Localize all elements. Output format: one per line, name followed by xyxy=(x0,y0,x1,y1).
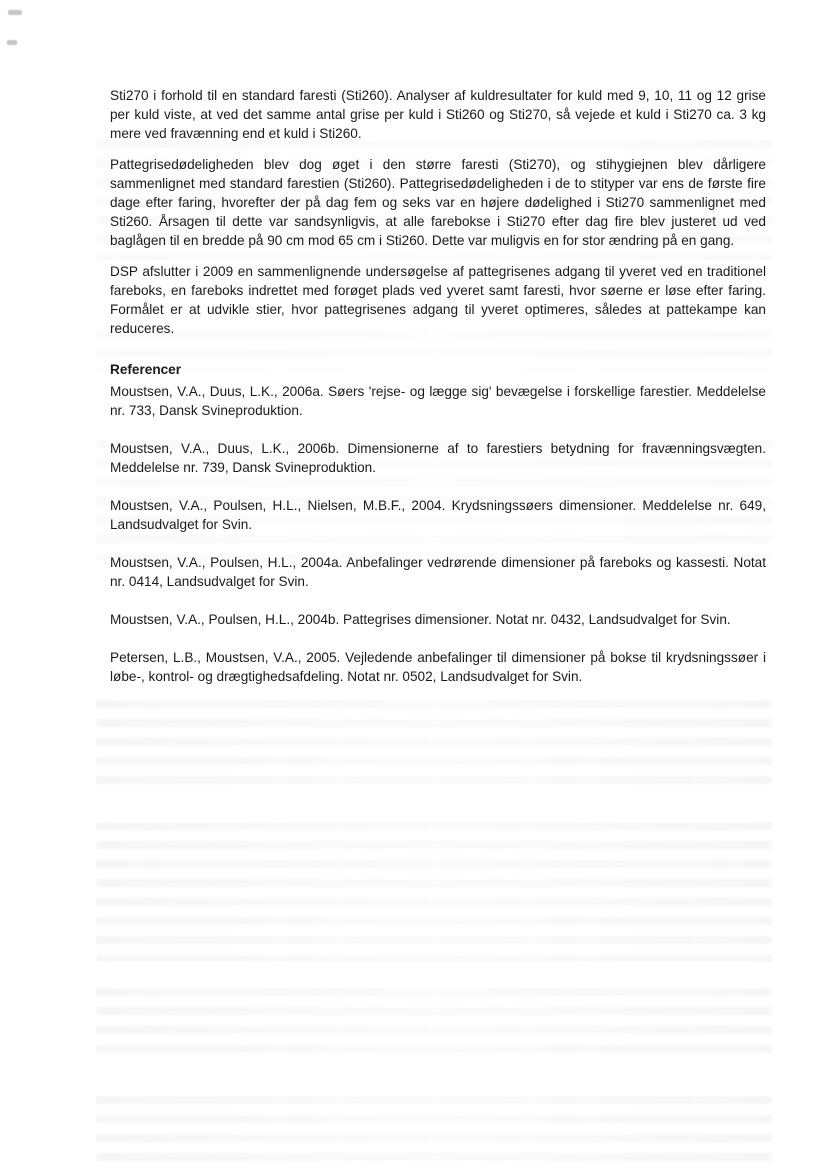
reference-item: Moustsen, V.A., Duus, L.K., 2006a. Søers 'rejse- og lægge sig' bevægelse i forskellige farestier. Meddelelse nr. 733, Dansk Svineproduktion. xyxy=(110,384,766,418)
references-heading: Referencer xyxy=(110,362,182,377)
bleedthrough-ghost xyxy=(96,988,772,1063)
bleedthrough-ghost xyxy=(96,700,772,795)
bleedthrough-ghost xyxy=(96,1096,772,1164)
body-paragraph: DSP afslutter i 2009 en sammenlignende undersøgelse af pattegrisenes adgang til yveret ved en traditionel fareboks, en fareboks indrettet med forøget plads ved yveret samt faresti, hvor søerne er løse efter faring. Formålet er at udvikle stier, hvor pattegrisenes adgang til yveret optimeres, således at pattekampe kan reduceres. xyxy=(110,264,766,336)
reference-item: Moustsen, V.A., Poulsen, H.L., 2004a. Anbefalinger vedrørende dimensioner på fareboks og kassesti. Notat nr. 0414, Landsudvalget for Svin. xyxy=(110,555,766,589)
body-paragraph: Sti270 i forhold til en standard faresti (Sti260). Analyser af kuldresultater for kuld med 9, 10, 11 og 12 grise per kuld viste, at ved det samme antal grise per kuld i Sti260 og Sti270, så vejede et kuld i Sti270 ca. 3 kg mere ved fravænning end et kuld i Sti260. xyxy=(110,88,766,141)
reference-item: Moustsen, V.A., Poulsen, H.L., Nielsen, M.B.F., 2004. Krydsningssøers dimensioner. Meddelelse nr. 649, Landsudvalget for Svin. xyxy=(110,498,766,532)
document-content xyxy=(110,86,766,705)
scan-artifact xyxy=(7,40,17,45)
reference-item: Moustsen, V.A., Poulsen, H.L., 2004b. Pattegrises dimensioner. Notat nr. 0432, Landsudvalget for Svin. xyxy=(110,612,731,627)
bleedthrough-ghost xyxy=(96,822,772,962)
reference-item: Petersen, L.B., Moustsen, V.A., 2005. Vejledende anbefalinger til dimensioner på bokse til krydsningssøer i løbe-, kontrol- og drægtighedsafdeling. Notat nr. 0502, Landsudvalget for Svin. xyxy=(110,650,766,684)
reference-item: Moustsen, V.A., Duus, L.K., 2006b. Dimensionerne af to farestiers betydning for fravænningsvægten. Meddelelse nr. 739, Dansk Svineproduktion. xyxy=(110,441,766,475)
scan-artifact xyxy=(8,10,22,15)
body-paragraph: Pattegrisedødeligheden blev dog øget i den større faresti (Sti270), og stihygiejnen blev dårligere sammenlignet med standard farestien (Sti260). Pattegrisedødeligheden i de to stityper var ens de første fire dage efter faring, hvorefter der på dag fem og seks var en højere dødelighed i Sti270 sammenlignet med Sti260. Årsagen til dette var sandsynligvis, at alle farebokse i Sti270 efter dag fire blev justeret ud ved baglågen til en bredde på 90 cm mod 65 cm i Sti260. Dette var muligvis en for stor ændring på en gang. xyxy=(110,157,766,248)
